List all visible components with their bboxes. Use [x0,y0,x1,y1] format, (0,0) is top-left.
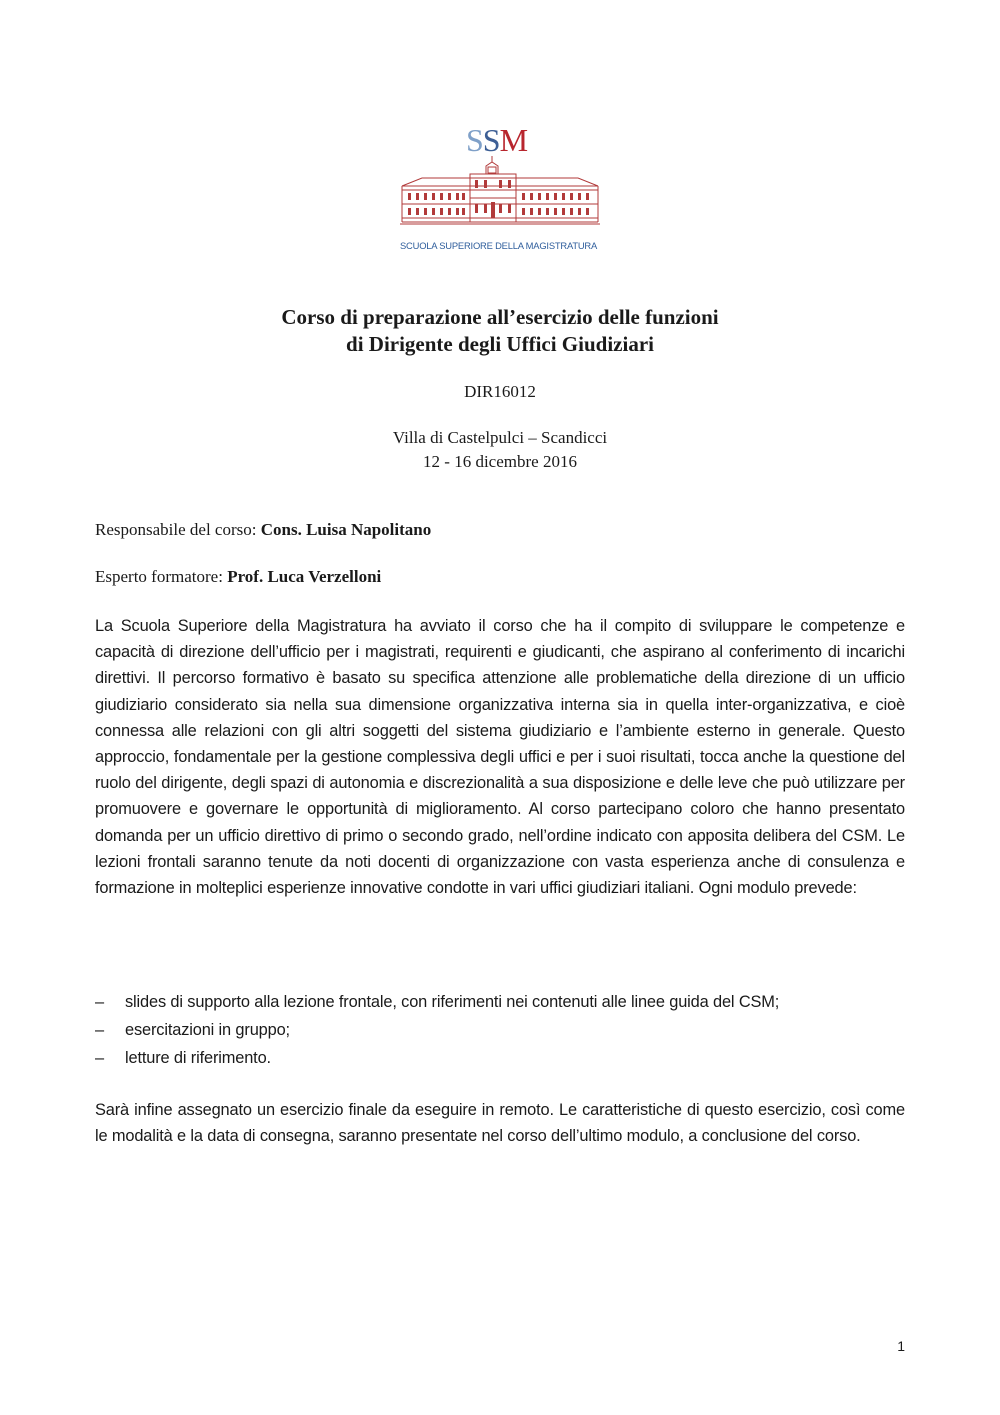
bullet-text: esercitazioni in gruppo; [125,1021,290,1039]
list-item [95,1044,905,1072]
list-item [95,1016,905,1044]
intro-paragraph: La Scuola Superiore della Magistratura ha avviato il corso che ha il compito di sviluppare le competenze e capacità di direzione dell’ufficio per i magistrati, requirenti e giudicanti, che aspirano al conferimento di incarichi direttivi. Il percorso formativo è basato su specifica attenzione alle problematiche della direzione di un ufficio giudiziario considerato sia nella sua dimensione organizzativa interna sia in quella inter-organizzativa, e cioè connessa alle relazioni con gli altri soggetti del sistema giudiziario e l’ambiente esterno in generale. Questo approccio, fondamentale per la gestione complessiva degli uffici e per i suoi risultati, tocca anche la questione del ruolo del dirigente, degli spazi di autonomia e discrezionalità a sua disposizione e delle leve che può utilizzare per promuovere e governare le opportunità di miglioramento. Al corso partecipano coloro che hanno presentato domanda per un ufficio direttivo di primo o secondo grado, nell’ordine indicato con apposita delibera del CSM. Le lezioni frontali saranno tenute da noti docenti di organizzazione con vasta esperienza anche di consulenza e formazione in molteplici esperienze innovative condotte in vari uffici giudiziari italiani. Ogni modulo prevede: [95,617,905,898]
course-title-line-2: di Dirigente degli Uffici Giudiziari [346,332,654,356]
bullet-dash: – [95,993,104,1011]
bullet-dash: – [95,1021,104,1039]
esperto-label: Esperto formatore: [95,567,228,586]
module-bullet-list [95,988,905,1072]
esperto-line [95,566,381,588]
course-dates: 12 - 16 dicembre 2016 [423,452,577,471]
ssm-logo [398,118,603,258]
responsabile-line [95,519,431,541]
course-code: DIR16012 [464,382,536,401]
bullet-dash: – [95,1049,104,1067]
bullet-text: slides di supporto alla lezione frontale, con riferimenti nei contenuti alle linee guida del CSM; [125,993,780,1011]
esperto-name: Prof. Luca Verzelloni [227,567,382,586]
logo-wordmark: SSM [466,122,528,158]
course-title-line-1: Corso di preparazione all’esercizio delle funzioni [281,305,719,329]
bullet-text: letture di riferimento. [125,1049,271,1067]
responsabile-name: Cons. Luisa Napolitano [260,520,432,539]
course-location: Villa di Castelpulci – Scandicci [392,428,608,447]
closing-paragraph: Sarà infine assegnato un esercizio finale da eseguire in remoto. Le caratteristiche di questo esercizio, così come le modalità e la data di consegna, saranno presentate nel corso dell’ultimo modulo, a conclusione del corso. [95,1101,905,1146]
logo-caption: SCUOLA SUPERIORE DELLA MAGISTRATURA [400,240,598,251]
responsabile-label: Responsabile del corso: [95,520,261,539]
page-number: 1 [897,1338,905,1354]
list-item [95,988,905,1016]
villa-building-icon [398,118,603,238]
